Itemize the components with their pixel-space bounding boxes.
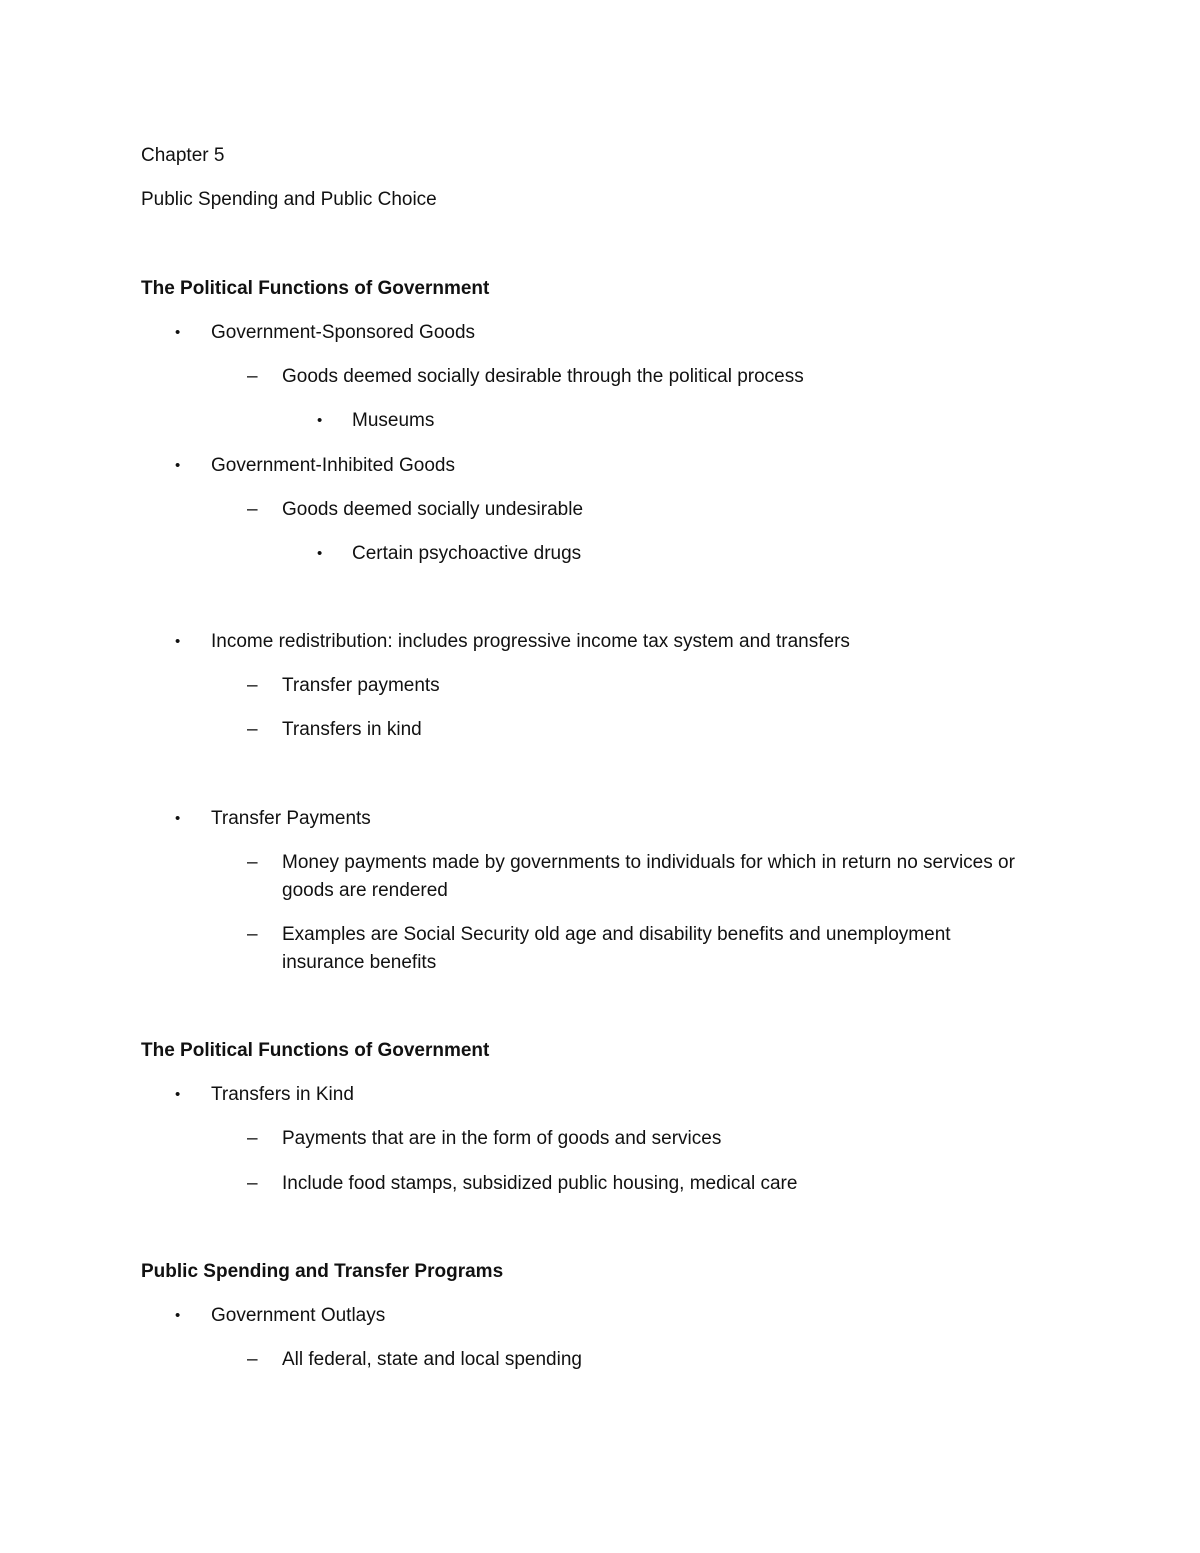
- list-subitem: Transfers in kind: [282, 719, 422, 740]
- bullet-icon: •: [175, 810, 181, 827]
- list-subsubitem: Certain psychoactive drugs: [352, 543, 582, 564]
- bullet-icon: •: [175, 633, 181, 650]
- list-subitem: Payments that are in the form of goods and services: [282, 1128, 722, 1149]
- section-heading: The Political Functions of Government: [141, 1040, 490, 1061]
- dash-icon: –: [247, 924, 258, 945]
- dash-icon: –: [247, 1128, 258, 1149]
- chapter-subtitle: Public Spending and Public Choice: [141, 189, 437, 210]
- bullet-icon: •: [175, 457, 181, 474]
- list-subitem: Goods deemed socially undesirable: [282, 499, 584, 520]
- list-subitem: All federal, state and local spending: [282, 1349, 582, 1370]
- dash-icon: –: [247, 719, 258, 740]
- dash-icon: –: [247, 852, 258, 873]
- list-item: Government-Inhibited Goods: [211, 455, 455, 476]
- list-item: Government Outlays: [211, 1305, 386, 1326]
- dash-icon: –: [247, 1173, 258, 1194]
- section-heading: Public Spending and Transfer Programs: [141, 1261, 504, 1282]
- bullet-icon: •: [175, 1307, 181, 1324]
- list-subitem: Goods deemed socially desirable through the political process: [282, 366, 804, 387]
- dash-icon: –: [247, 499, 258, 520]
- bullet-icon: •: [175, 324, 181, 341]
- list-subitem-continuation: insurance benefits: [282, 952, 437, 973]
- dash-icon: –: [247, 1349, 258, 1370]
- list-item: Government-Sponsored Goods: [211, 322, 476, 343]
- list-subitem: Money payments made by governments to individuals for which in return no services or: [282, 852, 1015, 873]
- chapter-label: Chapter 5: [141, 145, 225, 166]
- list-subitem: Examples are Social Security old age and disability benefits and unemployment: [282, 924, 951, 945]
- list-item: Income redistribution: includes progressive income tax system and transfers: [211, 631, 850, 652]
- dash-icon: –: [247, 366, 258, 387]
- bullet-icon: •: [317, 545, 323, 562]
- list-subsubitem: Museums: [352, 410, 435, 431]
- list-subitem: Transfer payments: [282, 675, 440, 696]
- bullet-icon: •: [317, 412, 323, 429]
- list-item: Transfer Payments: [211, 808, 371, 829]
- dash-icon: –: [247, 675, 258, 696]
- section-heading: The Political Functions of Government: [141, 278, 490, 299]
- list-subitem-continuation: goods are rendered: [282, 880, 448, 901]
- list-item: Transfers in Kind: [211, 1084, 354, 1105]
- bullet-icon: •: [175, 1086, 181, 1103]
- list-subitem: Include food stamps, subsidized public housing, medical care: [282, 1173, 798, 1194]
